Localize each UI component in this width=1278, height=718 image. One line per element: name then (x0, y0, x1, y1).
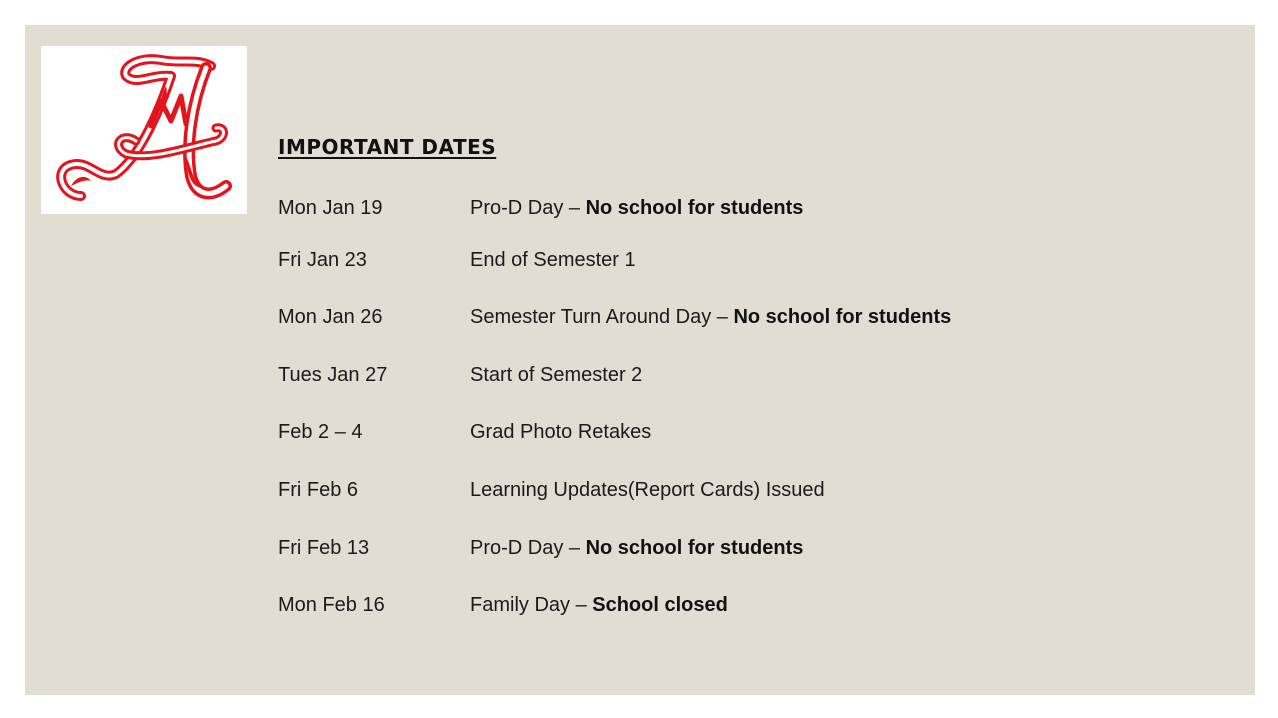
event-row (278, 534, 1178, 562)
event-date: Fri Feb 6 (278, 479, 359, 501)
event-row (278, 361, 1178, 389)
event-row (278, 194, 1178, 222)
event-text: Semester Turn Around Day – (470, 306, 734, 328)
event-description (470, 534, 803, 562)
slide (25, 25, 1255, 695)
event-text: Pro-D Day – (470, 197, 586, 219)
event-date: Feb 2 – 4 (278, 421, 363, 443)
event-row (278, 476, 1178, 504)
event-row (278, 591, 1178, 619)
event-date: Mon Jan 19 (278, 197, 383, 219)
event-description (470, 246, 636, 274)
school-logo (41, 46, 247, 214)
event-description (470, 303, 951, 331)
event-description (470, 361, 642, 389)
event-text: Pro-D Day – (470, 537, 586, 559)
event-description (470, 591, 728, 619)
event-text: Family Day – (470, 594, 593, 616)
event-description (470, 194, 803, 222)
event-date: Tues Jan 27 (278, 364, 388, 386)
event-note: No school for students (585, 537, 804, 559)
event-date: Mon Feb 16 (278, 594, 385, 616)
page-title: IMPORTANT DATES (278, 135, 497, 159)
event-text: Grad Photo Retakes (470, 421, 652, 443)
event-note: School closed (592, 594, 728, 616)
event-text: Learning Updates(Report Cards) Issued (470, 479, 825, 501)
event-text: Start of Semester 2 (470, 364, 643, 386)
event-row (278, 246, 1178, 274)
event-date: Mon Jan 26 (278, 306, 383, 328)
event-description (470, 476, 825, 504)
event-date: Fri Feb 13 (278, 537, 370, 559)
event-text: End of Semester 1 (470, 249, 636, 271)
event-row (278, 418, 1178, 446)
event-note: No school for students (733, 306, 952, 328)
event-description (470, 418, 651, 446)
event-date: Fri Jan 23 (278, 249, 367, 271)
event-row (278, 303, 1178, 331)
event-note: No school for students (585, 197, 804, 219)
letter-a-logo-icon (41, 46, 247, 214)
